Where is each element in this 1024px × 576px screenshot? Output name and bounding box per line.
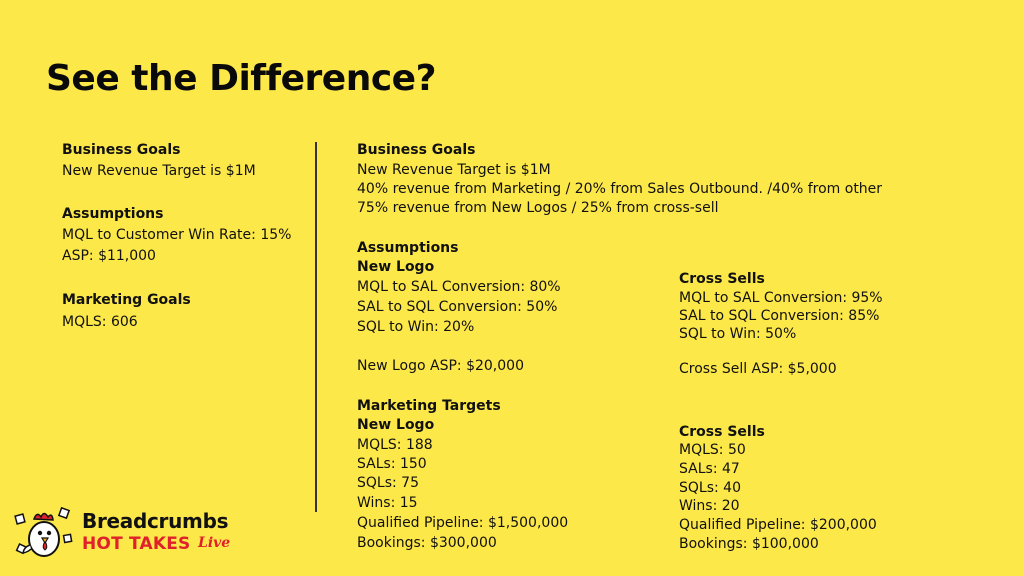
cross-sells-assumption-1: MQL to SAL Conversion: 95%	[679, 290, 883, 306]
cross-sells-assumption-2: SAL to SQL Conversion: 85%	[679, 308, 880, 324]
cross-sell-asp: Cross Sell ASP: $5,000	[679, 361, 837, 377]
new-logo-assumption-3: SQL to Win: 20%	[357, 319, 475, 335]
left-assumption-2: ASP: $11,000	[62, 248, 156, 264]
logo-hot-takes-text: HOT TAKES	[82, 534, 191, 554]
new-logo-asp: New Logo ASP: $20,000	[357, 358, 524, 374]
left-assumption-1: MQL to Customer Win Rate: 15%	[62, 227, 292, 243]
left-marketing-goals-line: MQLS: 606	[62, 314, 138, 330]
targets-new-logo-heading: New Logo	[357, 417, 435, 433]
targets-new-logo-item: Bookings: $300,000	[357, 535, 497, 551]
assumptions-new-logo-heading: New Logo	[357, 259, 435, 275]
targets-new-logo-item: MQLS: 188	[357, 437, 433, 453]
cross-sells-assumption-3: SQL to Win: 50%	[679, 326, 797, 342]
right-goal-3: 75% revenue from New Logos / 25% from cross-sell	[357, 200, 719, 216]
right-goal-1: New Revenue Target is $1M	[357, 162, 551, 178]
targets-new-logo-item: Wins: 15	[357, 495, 418, 511]
logo-breadcrumbs-text: Breadcrumbs	[82, 509, 229, 533]
targets-cross-item: SQLs: 40	[679, 480, 741, 496]
left-business-goals-heading: Business Goals	[62, 142, 181, 158]
right-goal-2: 40% revenue from Marketing / 20% from Sales Outbound. /40% from other	[357, 181, 883, 197]
left-marketing-goals-heading: Marketing Goals	[62, 292, 191, 308]
logo-live-text: Live	[198, 535, 231, 551]
targets-cross-item: Wins: 20	[679, 498, 740, 514]
right-assumptions-heading: Assumptions	[357, 240, 459, 256]
targets-new-logo-item: SALs: 150	[357, 456, 427, 472]
page-title: See the Difference?	[46, 58, 436, 99]
new-logo-assumption-1: MQL to SAL Conversion: 80%	[357, 279, 561, 295]
targets-cross-item: MQLS: 50	[679, 442, 746, 458]
targets-cross-item: Qualified Pipeline: $200,000	[679, 517, 877, 533]
chicken-mascot-icon	[14, 505, 76, 567]
targets-cross-sells-heading: Cross Sells	[679, 424, 765, 440]
targets-cross-item: Bookings: $100,000	[679, 536, 819, 552]
targets-cross-item: SALs: 47	[679, 461, 740, 477]
assumptions-cross-sells-heading: Cross Sells	[679, 271, 765, 287]
targets-new-logo-item: Qualified Pipeline: $1,500,000	[357, 515, 569, 531]
left-business-goals-line: New Revenue Target is $1M	[62, 163, 256, 179]
column-divider	[315, 142, 317, 512]
targets-new-logo-item: SQLs: 75	[357, 475, 419, 491]
left-assumptions-heading: Assumptions	[62, 206, 164, 222]
new-logo-assumption-2: SAL to SQL Conversion: 50%	[357, 299, 558, 315]
right-business-goals-heading: Business Goals	[357, 142, 476, 158]
breadcrumbs-hot-takes-logo	[14, 505, 244, 565]
marketing-targets-heading: Marketing Targets	[357, 398, 501, 414]
